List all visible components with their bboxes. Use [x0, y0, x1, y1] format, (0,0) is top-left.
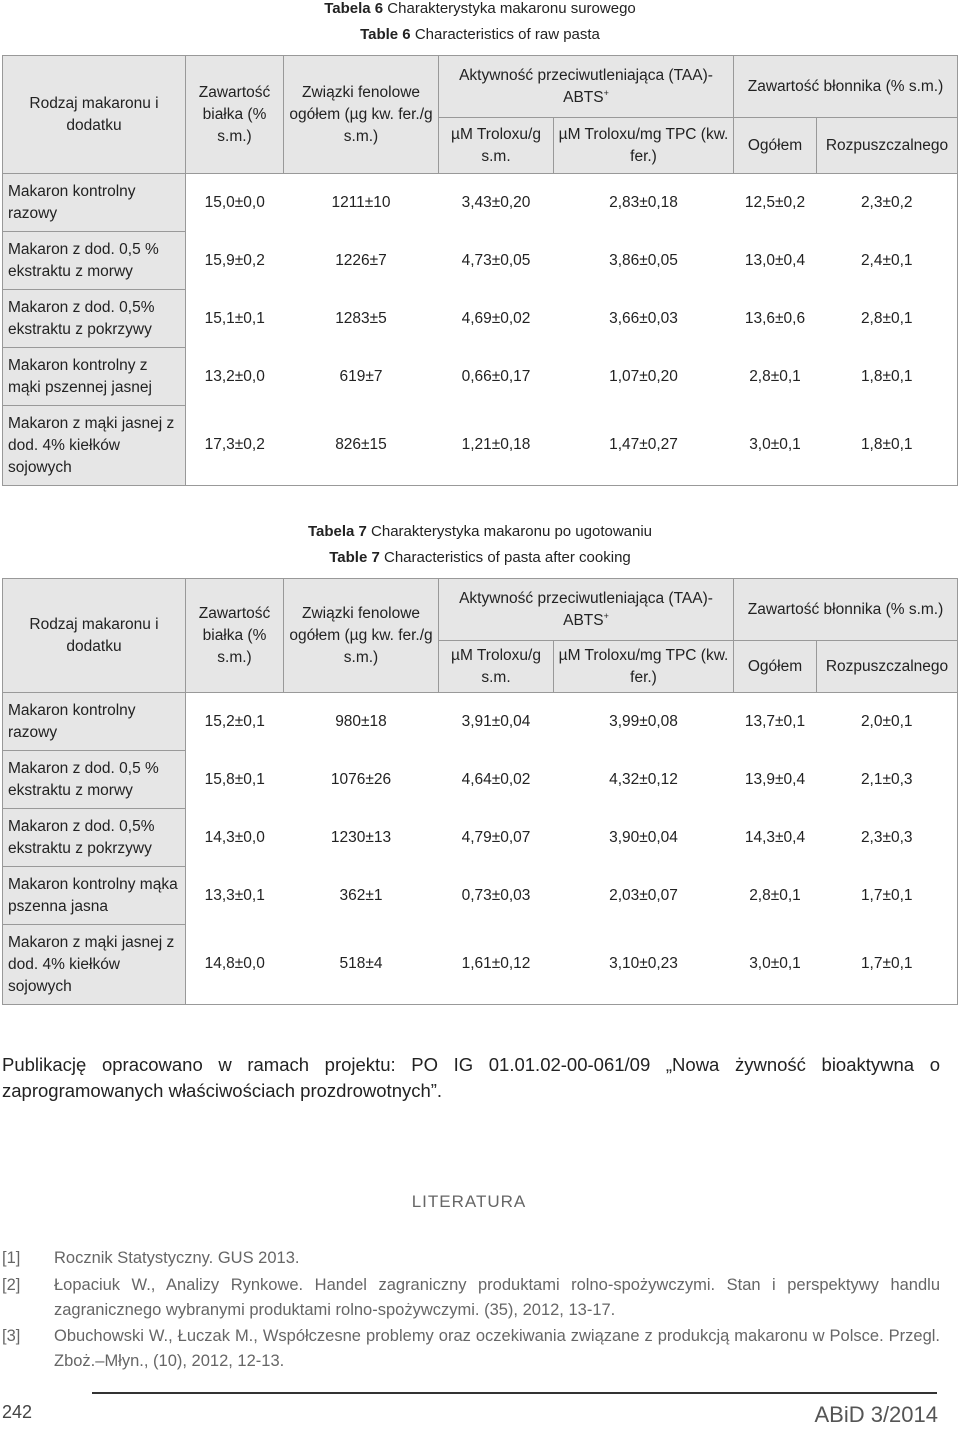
cell-fiber-total: 3,0±0,1 [734, 406, 817, 486]
table6-caption-en [0, 22, 960, 48]
cell-fiber-soluble: 1,7±0,1 [817, 867, 958, 925]
cell-fiber-total: 14,3±0,4 [734, 809, 817, 867]
table7-caption-pl-text: Charakterystyka makaronu po ugotowaniu [366, 523, 653, 540]
cell-trolox-g: 4,79±0,07 [439, 809, 554, 867]
cell-fiber-soluble: 2,0±0,1 [817, 693, 958, 751]
cell-phenols: 826±15 [284, 406, 439, 486]
cell-trolox-tpc: 4,32±0,12 [554, 751, 734, 809]
cell-phenols: 980±18 [284, 693, 439, 751]
cell-trolox-g: 0,73±0,03 [439, 867, 554, 925]
table-row [3, 925, 958, 1005]
header-trolox-per-g: µM Troloxu/g s.m. [439, 641, 554, 693]
table7-caption-en-text: Characteristics of pasta after cooking [379, 549, 631, 566]
table7-caption-en [0, 545, 960, 571]
cell-trolox-tpc: 2,83±0,18 [554, 174, 734, 232]
header-antioxidant-text: Aktywność przeciwutleniająca (TAA)- ABTS [459, 589, 713, 629]
table7-caption-en-label: Table 7 [329, 549, 380, 566]
footer-divider [92, 1392, 937, 1394]
reference-item [2, 1273, 940, 1323]
header-trolox-per-tpc: µM Troloxu/mg TPC (kw. fer.) [554, 641, 734, 693]
reference-number: [3] [2, 1327, 21, 1345]
cell-fiber-soluble: 1,7±0,1 [817, 925, 958, 1005]
row-label: Makaron z dod. 0,5 % ekstraktu z morwy [3, 232, 186, 290]
cell-fiber-soluble: 2,1±0,3 [817, 751, 958, 809]
cell-protein: 15,1±0,1 [186, 290, 284, 348]
row-label: Makaron kontrolny z mąki pszennej jasnej [3, 348, 186, 406]
journal-name: ABiD 3/2014 [814, 1402, 938, 1427]
cell-trolox-tpc: 3,99±0,08 [554, 693, 734, 751]
header-fiber-group: Zawartość błonnika (% s.m.) [734, 56, 958, 118]
table-row [3, 693, 958, 751]
header-protein: Zawartość białka (% s.m.) [186, 56, 284, 174]
row-label: Makaron kontrolny mąka pszenna jasna [3, 867, 186, 925]
cell-protein: 15,0±0,0 [186, 174, 284, 232]
header-fiber-soluble: Rozpuszczalnego [817, 118, 958, 174]
cell-fiber-total: 12,5±0,2 [734, 174, 817, 232]
cell-trolox-g: 1,21±0,18 [439, 406, 554, 486]
table-row [3, 174, 958, 232]
reference-text: Obuchowski W., Łuczak M., Współczesne problemy oraz oczekiwania związane z produkcją makaronu w Polsce. Przegl. Zboż.–Młyn., (10), 2012, 12-13. [54, 1327, 940, 1370]
row-label: Makaron z mąki jasnej z dod. 4% kiełków sojowych [3, 406, 186, 486]
cell-protein: 13,3±0,1 [186, 867, 284, 925]
cell-protein: 17,3±0,2 [186, 406, 284, 486]
cell-fiber-total: 2,8±0,1 [734, 348, 817, 406]
cell-phenols: 1283±5 [284, 290, 439, 348]
header-phenols: Związki fenolowe ogółem (µg kw. fer./g s.m.) [284, 579, 439, 693]
cell-fiber-total: 2,8±0,1 [734, 867, 817, 925]
header-antioxidant-text: Aktywność przeciwutleniająca (TAA)- ABTS [459, 66, 713, 106]
header-fiber-total: Ogółem [734, 118, 817, 174]
header-antioxidant-group [439, 579, 734, 641]
reference-text: Łopaciuk W., Analizy Rynkowe. Handel zagraniczny produktami rolno-spożywczymi. Stan i perspektywy handlu zagranicznego wybranymi produktami rolno-spożywczymi. (35), 2012, 13-17. [54, 1276, 940, 1319]
cell-trolox-tpc: 3,90±0,04 [554, 809, 734, 867]
table-row [3, 406, 958, 486]
header-pasta-type: Rodzaj makaronu i dodatku [3, 56, 186, 174]
header-antioxidant-sup: + [603, 87, 609, 98]
header-antioxidant-group [439, 56, 734, 118]
table-row [3, 348, 958, 406]
table-row [3, 232, 958, 290]
row-label: Makaron kontrolny razowy [3, 174, 186, 232]
cell-fiber-total: 13,0±0,4 [734, 232, 817, 290]
cell-trolox-g: 4,64±0,02 [439, 751, 554, 809]
cell-phenols: 362±1 [284, 867, 439, 925]
cell-trolox-tpc: 3,10±0,23 [554, 925, 734, 1005]
cell-trolox-tpc: 2,03±0,07 [554, 867, 734, 925]
table6-caption-pl [0, 0, 960, 22]
cell-protein: 13,2±0,0 [186, 348, 284, 406]
cell-protein: 15,2±0,1 [186, 693, 284, 751]
table6-caption-pl-text: Charakterystyka makaronu surowego [383, 0, 636, 17]
table6-caption-pl-label: Tabela 6 [324, 0, 384, 17]
cell-phenols: 1076±26 [284, 751, 439, 809]
table7 [2, 578, 958, 1005]
cell-trolox-tpc: 3,86±0,05 [554, 232, 734, 290]
cell-fiber-soluble: 2,3±0,3 [817, 809, 958, 867]
table6-caption-en-text: Characteristics of raw pasta [410, 26, 600, 43]
cell-trolox-tpc: 1,47±0,27 [554, 406, 734, 486]
cell-trolox-tpc: 1,07±0,20 [554, 348, 734, 406]
cell-phenols: 619±7 [284, 348, 439, 406]
table6 [2, 55, 958, 486]
cell-fiber-total: 3,0±0,1 [734, 925, 817, 1005]
table-row [3, 751, 958, 809]
cell-trolox-g: 4,69±0,02 [439, 290, 554, 348]
header-trolox-per-tpc: µM Troloxu/mg TPC (kw. fer.) [554, 118, 734, 174]
table7-caption-pl-label: Tabela 7 [307, 523, 367, 540]
publication-note: Publikację opracowano w ramach projektu: PO IG 01.01.02-00-061/09 „Nowa żywność bioaktywna o zaprogramowanych właściwościach prozdrowotnych”. [2, 1054, 940, 1101]
header-fiber-total: Ogółem [734, 641, 817, 693]
cell-fiber-total: 13,9±0,4 [734, 751, 817, 809]
cell-fiber-total: 13,6±0,6 [734, 290, 817, 348]
reference-item [2, 1246, 940, 1271]
table-row [3, 290, 958, 348]
header-fiber-group: Zawartość błonnika (% s.m.) [734, 579, 958, 641]
cell-trolox-g: 0,66±0,17 [439, 348, 554, 406]
literature-title: LITERATURA [411, 1192, 527, 1211]
header-trolox-per-g: µM Troloxu/g s.m. [439, 118, 554, 174]
cell-phenols: 518±4 [284, 925, 439, 1005]
row-label: Makaron z dod. 0,5% ekstraktu z pokrzywy [3, 809, 186, 867]
cell-trolox-g: 3,91±0,04 [439, 693, 554, 751]
cell-fiber-soluble: 1,8±0,1 [817, 348, 958, 406]
row-label: Makaron z dod. 0,5% ekstraktu z pokrzywy [3, 290, 186, 348]
table-row [3, 809, 958, 867]
header-phenols: Związki fenolowe ogółem (µg kw. fer./g s.m.) [284, 56, 439, 174]
cell-fiber-soluble: 2,4±0,1 [817, 232, 958, 290]
table7-caption-pl [0, 519, 960, 545]
cell-phenols: 1226±7 [284, 232, 439, 290]
row-label: Makaron z mąki jasnej z dod. 4% kiełków sojowych [3, 925, 186, 1005]
header-protein: Zawartość białka (% s.m.) [186, 579, 284, 693]
reference-text: Rocznik Statystyczny. GUS 2013. [54, 1249, 300, 1267]
row-label: Makaron kontrolny razowy [3, 693, 186, 751]
cell-protein: 15,9±0,2 [186, 232, 284, 290]
cell-trolox-g: 1,61±0,12 [439, 925, 554, 1005]
cell-trolox-g: 4,73±0,05 [439, 232, 554, 290]
cell-protein: 14,8±0,0 [186, 925, 284, 1005]
cell-fiber-soluble: 2,3±0,2 [817, 174, 958, 232]
page-number: 242 [2, 1402, 33, 1422]
cell-fiber-total: 13,7±0,1 [734, 693, 817, 751]
reference-number: [1] [2, 1249, 21, 1267]
cell-trolox-tpc: 3,66±0,03 [554, 290, 734, 348]
row-label: Makaron z dod. 0,5 % ekstraktu z morwy [3, 751, 186, 809]
reference-item [2, 1324, 940, 1374]
cell-phenols: 1230±13 [284, 809, 439, 867]
reference-number: [2] [2, 1276, 21, 1294]
cell-protein: 14,3±0,0 [186, 809, 284, 867]
cell-protein: 15,8±0,1 [186, 751, 284, 809]
table6-caption-en-label: Table 6 [360, 26, 411, 43]
cell-phenols: 1211±10 [284, 174, 439, 232]
table-row [3, 867, 958, 925]
header-pasta-type: Rodzaj makaronu i dodatku [3, 579, 186, 693]
cell-fiber-soluble: 2,8±0,1 [817, 290, 958, 348]
header-fiber-soluble: Rozpuszczalnego [817, 641, 958, 693]
header-antioxidant-sup: + [603, 610, 609, 621]
cell-fiber-soluble: 1,8±0,1 [817, 406, 958, 486]
cell-trolox-g: 3,43±0,20 [439, 174, 554, 232]
